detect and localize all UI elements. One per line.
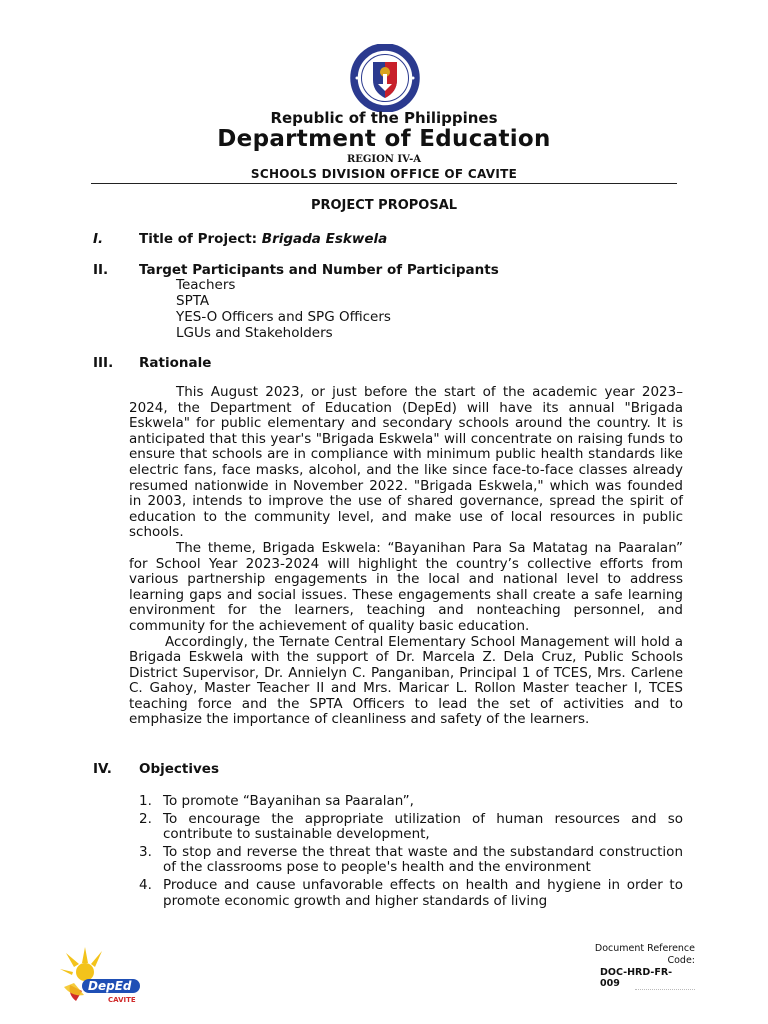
objective-text: To promote “Bayanihan sa Paaralan”, [163,793,414,809]
section-3-title: Rationale [139,355,212,371]
section-2-number: II. [93,262,109,278]
deped-cavite-logo [60,945,152,1005]
rationale-paragraph: This August 2023, or just before the start of the academic year 2023–2024, the Department of Education (DepEd) will have its annual "Brigada Eskwela" for public elementary and secondary schools around the country. It is anticipated that this year's "Brigada Eskwela" will concentrate on raising funds to ensure that schools are in compliance with minimum public health standards like electric fans, face masks, alcohol, and the like since face-to-face classes already resumed nationwide in November 2022. "Brigada Eskwela," which was founded in 2003, intends to improve the use of shared governance, spread the spirit of education to the community level, and make use of local resources in public schools. [129,384,683,541]
section-2-title: Target Participants and Number of Participants [139,262,499,278]
participant-item: LGUs and Stakeholders [176,325,333,341]
participant-item: YES-O Officers and SPG Officers [176,309,391,325]
project-name: Brigada Eskwela [261,231,388,247]
participant-item: SPTA [176,293,210,309]
objective-item [137,812,683,843]
objective-item [137,845,683,876]
participant-item: Teachers [176,277,236,293]
logo-text: DepEd [88,979,132,993]
objective-number: 4. [139,876,152,893]
objective-number: 1. [139,793,152,809]
objective-item [137,878,683,909]
objective-item [137,794,683,810]
participants-list [176,277,391,341]
objective-number: 3. [139,843,152,860]
section-4-number: IV. [93,761,112,777]
rationale-body [129,385,683,728]
objective-text: To stop and reverse the threat that waste and the substandard construction of the classrooms pose to people's health and the environment [163,843,683,876]
objectives-list [137,794,683,911]
objective-text: Produce and cause unfavorable effects on health and hygiene in order to promote economic growth and higher standards of living [163,876,683,909]
section-4-title: Objectives [139,761,219,777]
deped-seal-logo [349,44,421,112]
republic-heading: Republic of the Philippines [270,109,498,127]
rationale-paragraph: The theme, Brigada Eskwela: “Bayanihan Para Sa Matatag na Paaralan” for School Year 2023-2024 will highlight the country’s collective efforts from various partnership engagements in the local and national level to address learning gaps and social issues. These engagements shall create a safe learning environment for the learners, teaching and nonteaching personnel, and community for the achievement of quality basic education. [129,539,683,634]
objective-text: To encourage the appropriate utilization of human resources and so contribute to sustainable development, [163,810,683,843]
logo-subtext: CAVITE [108,996,136,1004]
rationale-paragraph: Accordingly, the Ternate Central Elementary School Management will hold a Brigada Eskwela with the support of Dr. Marcela Z. Dela Cruz, Public Schools District Supervisor, Dr. Annielyn C. Panganiban, Principal 1 of TCES, Mrs. Carlene C. Gahoy, Master Teacher II and Mrs. Maricar L. Rollon Master teacher I, TCES teaching force and the SPTA Officers to lead the set of activities and to emphasize the importance of cleanliness and safety of the learners. [129,633,683,728]
section-1-heading [139,231,387,247]
department-heading: Department of Education [217,126,551,152]
document-code: DOC-HRD-FR-009 [600,967,673,989]
document-reference-label: Document Reference Code: [594,943,695,966]
section-3-number: III. [93,355,114,371]
section-1-number: I. [93,231,104,247]
header-divider [91,183,677,184]
document-title: PROJECT PROPOSAL [310,198,458,213]
division-heading: SCHOOLS DIVISION OFFICE OF CAVITE [250,167,518,181]
faint-divider [635,989,695,994]
section-1-title: Title of Project: [139,231,258,247]
region-heading: REGION IV-A [346,154,422,165]
objective-number: 2. [139,810,152,827]
